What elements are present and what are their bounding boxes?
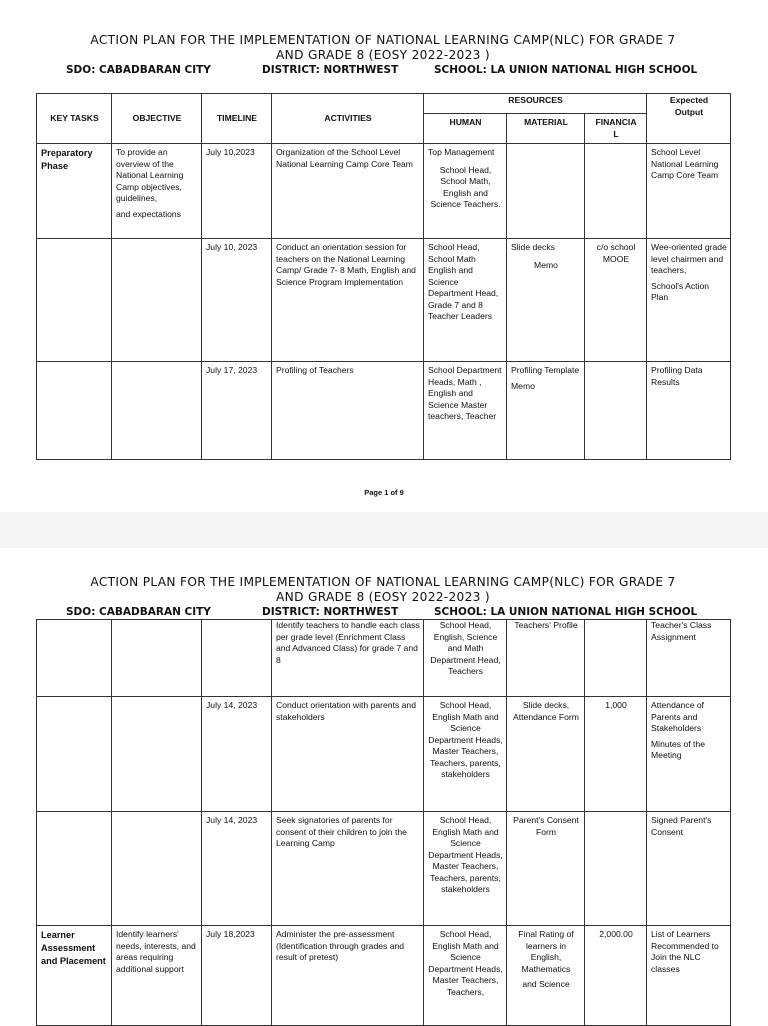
col-objective: OBJECTIVE	[112, 94, 202, 144]
human-cell: School Head, English Math and Science Department Heads, Master Teachers, Teachers, parents, stakeholders	[424, 697, 507, 812]
output-cell	[647, 697, 731, 812]
objective-cell	[112, 362, 202, 460]
page-2	[0, 548, 768, 1024]
col-human: HUMAN	[424, 114, 507, 144]
page-title	[36, 33, 730, 63]
financial-cell	[585, 144, 647, 239]
title-line-1: ACTION PLAN FOR THE IMPLEMENTATION OF NATIONAL LEARNING CAMP(NLC) FOR GRADE 7	[90, 575, 676, 589]
header-info	[36, 605, 730, 619]
financial-cell: c/o school MOOE	[585, 239, 647, 362]
human-cell: School Department Heads, Math , English and Science Master teachers, Teacher	[424, 362, 507, 460]
district-label: DISTRICT: NORTHWEST	[262, 64, 399, 76]
col-activities: ACTIVITIES	[272, 94, 424, 144]
output-cell: Profiling Data Results	[647, 362, 731, 460]
output-label: Output	[674, 106, 704, 117]
table-row	[37, 144, 731, 239]
output-text: Attendance of Parents and Stakeholders	[651, 700, 705, 733]
objective-text: and expectations	[116, 208, 181, 219]
key-task-cell	[37, 239, 112, 362]
output-text: Wee-oriented grade level chairmen and teachers,	[651, 242, 727, 275]
table-row	[37, 812, 731, 926]
key-task-cell	[37, 812, 112, 926]
action-plan-table-1	[36, 93, 731, 460]
page-gap	[0, 512, 768, 548]
activity-cell: Conduct an orientation session for teachers on the National Learning Camp/ Grade 7- 8 Math, English and Science Program Implementation	[272, 239, 424, 362]
human-cell: School Head, School Math English and Science Department Head, Grade 7 and 8 Teacher Leaders	[424, 239, 507, 362]
financial-label-2: L	[613, 128, 619, 139]
material-text: Memo	[534, 259, 558, 270]
output-cell: School Level National Learning Camp Core Team	[647, 144, 731, 239]
title-line-2: AND GRADE 8 (EOSY 2022-2023 )	[276, 48, 490, 62]
col-resources: RESOURCES	[424, 94, 647, 114]
key-task-cell: Learner Assessment and Placement	[37, 926, 112, 1026]
table-row	[37, 697, 731, 812]
title-line-2: AND GRADE 8 (EOSY 2022-2023 )	[276, 590, 490, 604]
sdo-label: SDO: CABADBARAN CITY	[66, 606, 211, 618]
page-number: Page 1 of 9	[364, 488, 404, 497]
financial-cell	[585, 362, 647, 460]
material-text: Profiling Template	[511, 365, 580, 375]
material-text: and Science	[522, 979, 570, 989]
material-cell	[507, 926, 585, 1026]
material-cell	[507, 239, 585, 362]
page-title	[36, 575, 730, 605]
human-text: School Head, School Math, English and Science Teachers.	[430, 164, 501, 209]
col-timeline: TIMELINE	[202, 94, 272, 144]
table-row	[37, 620, 731, 697]
human-cell: School Head, English Math and Science Department Heads, Master Teachers, Teachers, parents, stakeholders	[424, 812, 507, 926]
activity-cell: Conduct orientation with parents and stakeholders	[272, 697, 424, 812]
activity-cell: Organization of the School Level National Learning Camp Core Team	[272, 144, 424, 239]
page-1	[0, 0, 768, 512]
material-text: Memo	[511, 380, 535, 391]
material-cell	[507, 144, 585, 239]
timeline-cell: July 14, 2023	[202, 697, 272, 812]
timeline-cell	[202, 620, 272, 697]
financial-cell	[585, 812, 647, 926]
col-key-tasks: KEY TASKS	[37, 94, 112, 144]
timeline-cell: July 18,2023	[202, 926, 272, 1026]
table-row	[37, 926, 731, 1026]
financial-cell: 1,000	[585, 697, 647, 812]
objective-cell	[112, 144, 202, 239]
key-task-cell	[37, 697, 112, 812]
header-info	[36, 63, 730, 77]
material-text: Final Rating of learners in English, Mathematics	[518, 929, 574, 974]
material-cell: Slide decks, Attendance Form	[507, 697, 585, 812]
objective-text: To provide an overview of the National Learning Camp objectives, guidelines,	[116, 147, 184, 203]
school-label: SCHOOL: LA UNION NATIONAL HIGH SCHOOL	[434, 606, 698, 618]
objective-cell	[112, 620, 202, 697]
activity-cell: Seek signatories of parents for consent of their children to join the Learning Camp	[272, 812, 424, 926]
school-label: SCHOOL: LA UNION NATIONAL HIGH SCHOOL	[434, 64, 698, 76]
table-row	[37, 362, 731, 460]
human-cell: School Head, English, Science and Math Department Head, Teachers	[424, 620, 507, 697]
activity-cell: Administer the pre-assessment (Identification through grades and result of pretest)	[272, 926, 424, 1026]
expected-label: Expected	[669, 95, 709, 105]
financial-label-1: FINANCIA	[595, 117, 637, 127]
district-label: DISTRICT: NORTHWEST	[262, 606, 399, 618]
col-expected-output	[647, 94, 731, 144]
material-cell: Parent's Consent Form	[507, 812, 585, 926]
material-text: Slide decks	[511, 242, 555, 252]
col-material: MATERIAL	[507, 114, 585, 144]
output-cell: Teacher's Class Assignment	[647, 620, 731, 697]
timeline-cell: July 17, 2023	[202, 362, 272, 460]
sdo-label: SDO: CABADBARAN CITY	[66, 64, 211, 76]
output-text: School's Action Plan	[651, 280, 710, 302]
activity-cell: Profiling of Teachers	[272, 362, 424, 460]
output-text: Minutes of the Meeting	[651, 738, 705, 760]
timeline-cell: July 14, 2023	[202, 812, 272, 926]
key-task-cell	[37, 362, 112, 460]
output-cell: List of Learners Recommended to Join the NLC classes	[647, 926, 731, 1026]
human-cell: School Head, English Math and Science Department Heads, Master Teachers, Teachers,	[424, 926, 507, 1026]
table-row	[37, 239, 731, 362]
objective-cell	[112, 812, 202, 926]
title-line-1: ACTION PLAN FOR THE IMPLEMENTATION OF NATIONAL LEARNING CAMP(NLC) FOR GRADE 7	[90, 33, 676, 47]
material-cell: Teachers' Profile	[507, 620, 585, 697]
col-financial	[585, 114, 647, 144]
timeline-cell: July 10, 2023	[202, 239, 272, 362]
financial-cell	[585, 620, 647, 697]
human-text: Top Management	[428, 147, 495, 157]
timeline-cell: July 10,2023	[202, 144, 272, 239]
action-plan-table-2	[36, 619, 731, 1026]
activity-cell: Identify teachers to handle each class per grade level (Enrichment Class and Advanced Class) for grade 7 and 8	[272, 620, 424, 697]
key-task-cell: Preparatory Phase	[37, 144, 112, 239]
financial-cell: 2,000.00	[585, 926, 647, 1026]
output-cell: Signed Parent's Consent	[647, 812, 731, 926]
human-cell	[424, 144, 507, 239]
key-task-cell	[37, 620, 112, 697]
objective-cell	[112, 239, 202, 362]
objective-cell: Identify learners' needs, interests, and areas requiring additional support	[112, 926, 202, 1026]
objective-cell	[112, 697, 202, 812]
output-cell	[647, 239, 731, 362]
material-cell	[507, 362, 585, 460]
